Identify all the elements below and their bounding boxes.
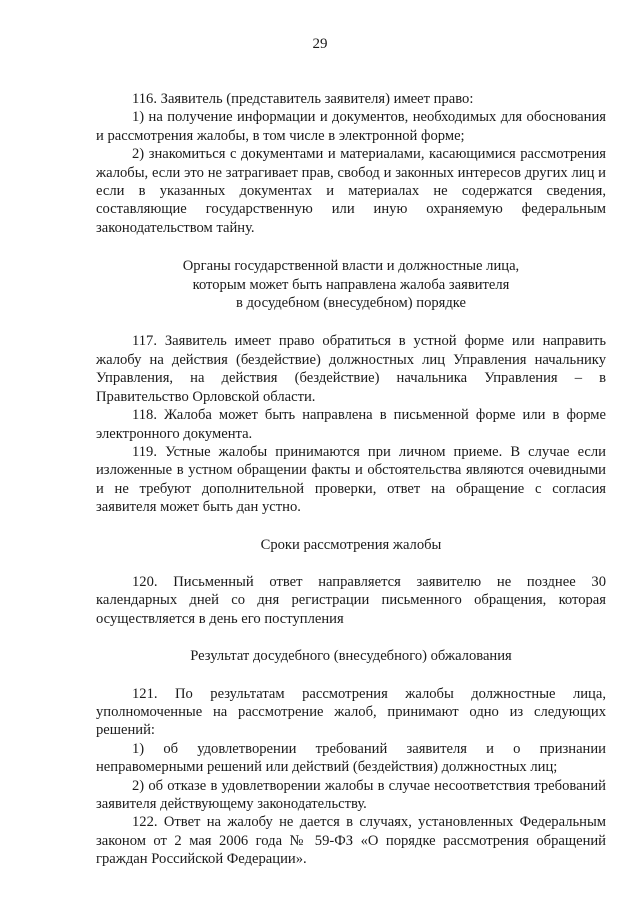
paragraph-117: 117. Заявитель имеет право обратиться в устной форме или направить жалобу на действия (бездействие) должностных лиц Управления начальнику Управления, на действия (бездействие) начальника Управления – в Правительство Орловской области. [96, 333, 606, 405]
paragraph-122: 122. Ответ на жалобу не дается в случаях, установленных Федеральным законом от 2 мая 2006 года № 59-ФЗ «О порядке рассмотрения обращений граждан Российской Федерации». [96, 814, 606, 868]
document-body [96, 90, 606, 869]
heading-organs-line-1: Органы государственной власти и должностные лица, [182, 258, 520, 275]
heading-organs-line-3: в досудебном (внесудебном) порядке [235, 295, 467, 312]
paragraph-119: 119. Устные жалобы принимаются при личном приеме. В случае если изложенные в устном обращении факты и обстоятельства являются очевидными и не требуют дополнительной проверки, ответ на обращение с согласия заявителя может быть дан устно. [96, 443, 606, 516]
paragraph-118: 118. Жалоба может быть направлена в письменной форме или в форме электронного документа. [96, 407, 606, 442]
paragraph-121-item-1: 1) об удовлетворении требований заявителя и о признании неправомерными решений или действий (бездействия) должностных лиц; [96, 740, 606, 776]
paragraph-116-intro: 116. Заявитель (представитель заявителя) имеет право: [132, 91, 474, 107]
heading-result: Результат досудебного (внесудебного) обжалования [190, 648, 512, 665]
paragraph-121-item-2: 2) об отказе в удовлетворении жалобы в случае несоответствия требований заявителя действующему законодательству. [96, 777, 606, 812]
heading-organs [96, 257, 606, 312]
paragraph-121-intro: 121. По результатам рассмотрения жалобы должностные лица, уполномоченные на рассмотрение жалоб, принимают одно из следующих решений: [96, 685, 606, 739]
heading-terms: Сроки рассмотрения жалобы [260, 536, 442, 553]
paragraph-120: 120. Письменный ответ направляется заявителю не позднее 30 календарных дней со дня регистрации письменного обращения, которая осуществляется в день его поступления [96, 573, 606, 627]
paragraph-116-item-1: 1) на получение информации и документов, необходимых для обоснования и рассмотрения жалобы, в том числе в электронной форме; [96, 109, 606, 144]
page-number: 29 [312, 36, 328, 52]
paragraph-116-item-2: 2) знакомиться с документами и материалами, касающимися рассмотрения жалобы, если это не затрагивает прав, свобод и законных интересов других лиц и если в указанных документах и материалах не содержатся сведения, составляющие государственную или иную охраняемую федеральным законодательством тайну. [96, 146, 606, 236]
heading-organs-line-2: которым может быть направлена жалоба заявителя [192, 276, 510, 293]
